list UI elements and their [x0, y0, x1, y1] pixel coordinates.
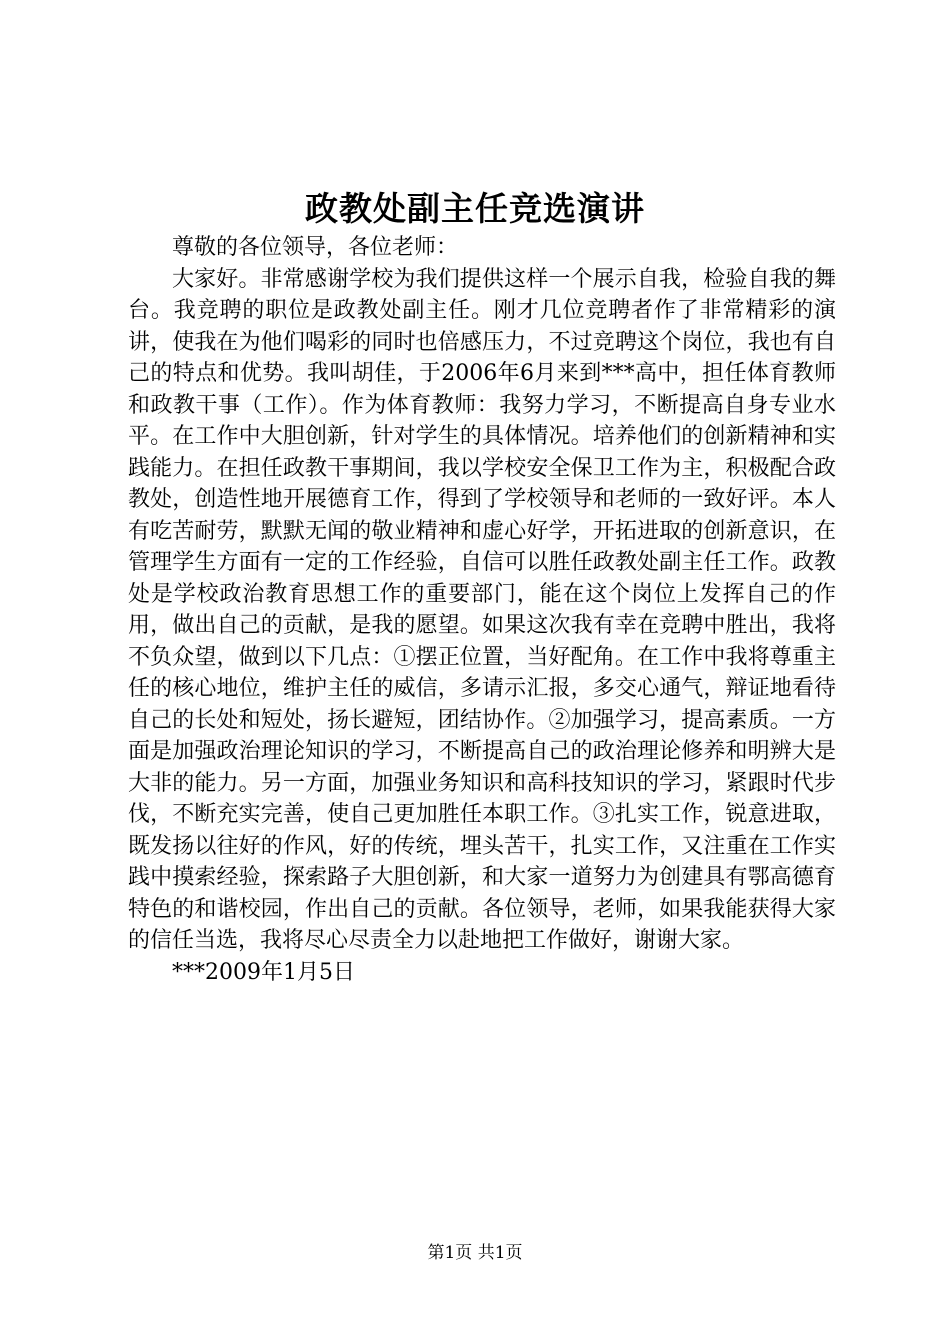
page-footer: 第1页 共1页 — [427, 1243, 523, 1263]
document-title: 政教处副主任竞选演讲 — [305, 189, 645, 228]
body-paragraph: 大家好。非常感谢学校为我们提供这样一个展示自我，检验自我的舞台。我竞聘的职位是政教处副主任。刚才几位竞聘者作了非常精彩的演讲，使我在为他们喝彩的同时也倍感压力，不过竞聘这个岗位，我也有自己的特点和优势。我叫胡佳，于2006年6月来到***高中，担任体育教师和政教干事（工作）。作为体育教师：我努力学习，不断提高自身专业水平。在工作中大胆创新，针对学生的具体情况。培养他们的创新精神和实践能力。在担任政教干事期间，我以学校安全保卫工作为主，积极配合政教处，创造性地开展德育工作，得到了学校领导和老师的一致好评。本人有吃苦耐劳，默默无闻的敬业精神和虚心好学，开拓进取的创新意识，在管理学生方面有一定的工作经验，自信可以胜任政教处副主任工作。政教处是学校政治教育思想工作的重要部门，能在这个岗位上发挥自己的作用，做出自己的贡献，是我的愿望。如果这次我有幸在竞聘中胜出，我将不负众望，做到以下几点：①摆正位置，当好配角。在工作中我将尊重主任的核心地位，维护主任的威信，多请示汇报，多交心通气，辩证地看待自己的长处和短处，扬长避短，团结协作。②加强学习，提高素质。一方面是加强政治理论知识的学习，不断提高自己的政治理论修养和明辨大是大非的能力。另一方面，加强业务知识和高科技知识的学习，紧跟时代步伐，不断充实完善，使自己更加胜任本职工作。③扎实工作，锐意进取，既发扬以往好的作风，好的传统，埋头苦干，扎实工作，又注重在工作实践中摸索经验，探索路子大胆创新，和大家一道努力为创建具有鄂高德育特色的和谐校园，作出自己的贡献。各位领导，老师，如果我能获得大家的信任当选，我将尽心尽责全力以赴地把工作做好，谢谢大家。 — [128, 266, 836, 953]
signoff-date: ***2009年1月5日 — [172, 959, 355, 985]
document-body — [128, 232, 836, 988]
salutation: 尊敬的各位领导，各位老师： — [172, 235, 459, 260]
